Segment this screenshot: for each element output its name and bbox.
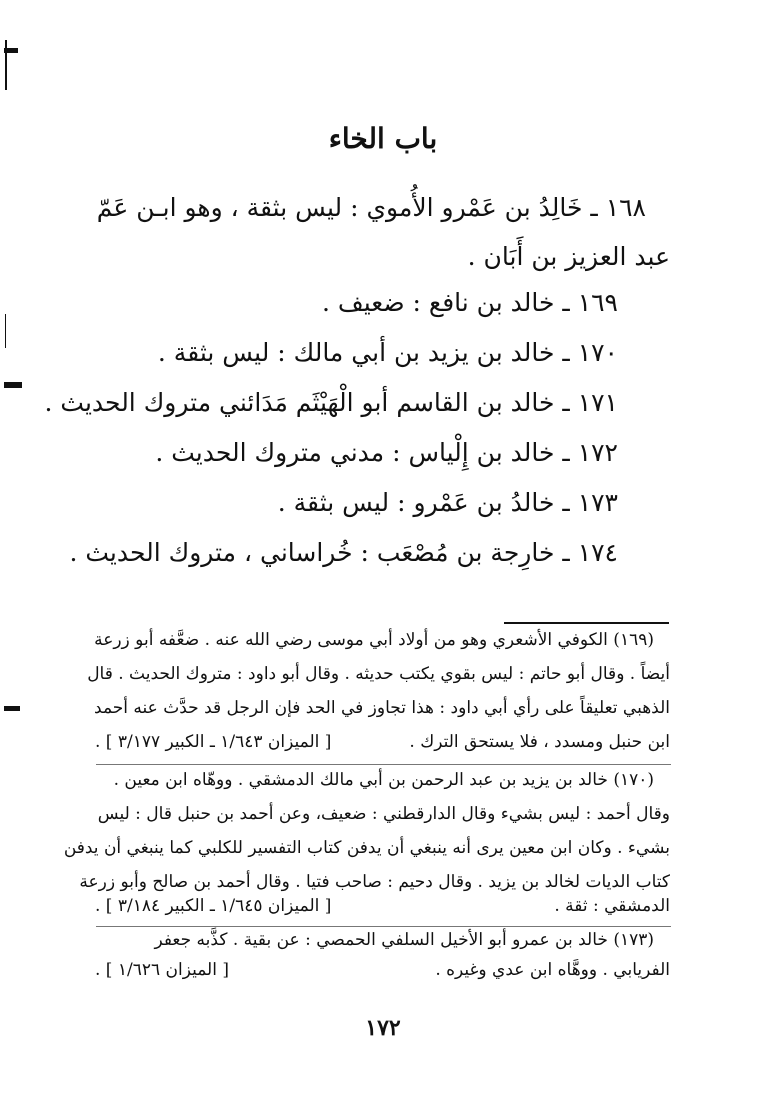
entry-number: ١٧٤ [577,538,618,567]
entry-number: ١٦٨ [605,193,646,222]
page-number: ١٧٢ [365,1015,401,1041]
entry-number: ١٧١ [577,388,618,417]
footnote-170-line: الدمشقي : ثقة . [ الميزان ١/٦٤٥ ـ الكبير ٣/١٨٤ ] . [95,896,670,916]
entry-174 [58,538,618,567]
entry-text: ـ خالد بن يزيد بن أبي مالك : ليس بثقة . [157,338,570,367]
entry-number: ١٧٣ [577,488,618,517]
footnote-170-line: بشيء . وكان ابن معين يرى أنه ينبغي أن يدفن كتاب التفسير للكلبي كما ينبغي أن يدفن [63,838,670,858]
footnote-169-line: (١٦٩) الكوفي الأشعري وهو من أولاد أبي موسى رضي الله عنه . ضعَّفه أبو زرعة [94,630,654,650]
chapter-heading: باب الخاء [328,122,438,155]
footnote-173-line: الفريابي . ووهَّاه ابن عدي وغيره . [ الميزان ١/٦٢٦ ] . [95,960,670,980]
footnote-173-line: (١٧٣) خالد بن عمرو أبو الأخيل السلفي الحمصي : عن بقية . كذَّبه جعفر [154,930,654,950]
entry-170 [58,338,618,367]
scan-edge-mark [4,706,20,711]
entry-text: ـ خالد بن القاسم أبو الْهَيْثَم مَدَائني متروك الحديث . [44,388,570,417]
entry-text: ـ خالد بن نافع : ضعيف . [321,288,570,317]
footnote-169-line: أيضاً . وقال أبو حاتم : ليس بقوي يكتب حديثه . وقال أبو داود : متروك الحديث . قال [87,664,670,684]
entry-number: ١٦٩ [577,288,618,317]
entry-text: ـ خالد بن إِلْياس : مدني متروك الحديث . [155,438,570,467]
footnote-reference: [ الميزان ١/٦٤٣ ـ الكبير ٣/١٧٧ ] . [95,732,332,752]
entry-169 [58,288,618,317]
footnote-separator [96,764,671,765]
entry-text: ـ خارِجة بن مُصْعَب : خُراساني ، متروك الحديث . [69,538,570,567]
footnote-rule [504,622,669,624]
footnote-169-line: ابن حنبل ومسدد ، فلا يستحق الترك . [ الميزان ١/٦٤٣ ـ الكبير ٣/١٧٧ ] . [95,732,670,752]
footnote-reference: [ الميزان ١/٦٢٦ ] . [95,960,229,980]
entry-171 [44,388,618,417]
footnote-170-line: وقال أحمد : ليس بشيء وقال الدارقطني : ضعيف، وعن أحمد بن حنبل قال : ليس [97,804,670,824]
entry-number: ١٧٢ [577,438,618,467]
scan-edge-line [5,314,6,348]
entry-168-continuation: عبد العزيز بن أَبَان . [467,242,670,271]
scan-edge-mark [4,382,22,388]
entry-text: ـ خَالِدُ بن عَمْرو الأُموي : ليس بثقة ، وهو ابـن عَمّ [96,193,598,222]
footnote-170-line: كتاب الديات لخالد بن يزيد . وقال دحيم : صاحب فتيا . وقال أحمد بن صالح وأبو زرعة [79,872,670,892]
footnote-170-line: (١٧٠) خالد بن يزيد بن عبد الرحمن بن أبي مالك الدمشقي . ووهّاه ابن معين . [113,770,654,790]
footnote-169-line: الذهبي تعليقاً على رأي أبي داود : هذا تجاوز في الحد فإن الرجل قد حدَّث عنه أحمد [94,698,670,718]
entry-168 [86,193,646,222]
scan-edge-mark [4,48,18,53]
footnote-separator [96,926,671,927]
entry-172 [58,438,618,467]
entry-173 [58,488,618,517]
footnote-reference: [ الميزان ١/٦٤٥ ـ الكبير ٣/١٨٤ ] . [95,896,332,916]
entry-text: ـ خالدُ بن عَمْرو : ليس بثقة . [277,488,570,517]
entry-number: ١٧٠ [577,338,618,367]
